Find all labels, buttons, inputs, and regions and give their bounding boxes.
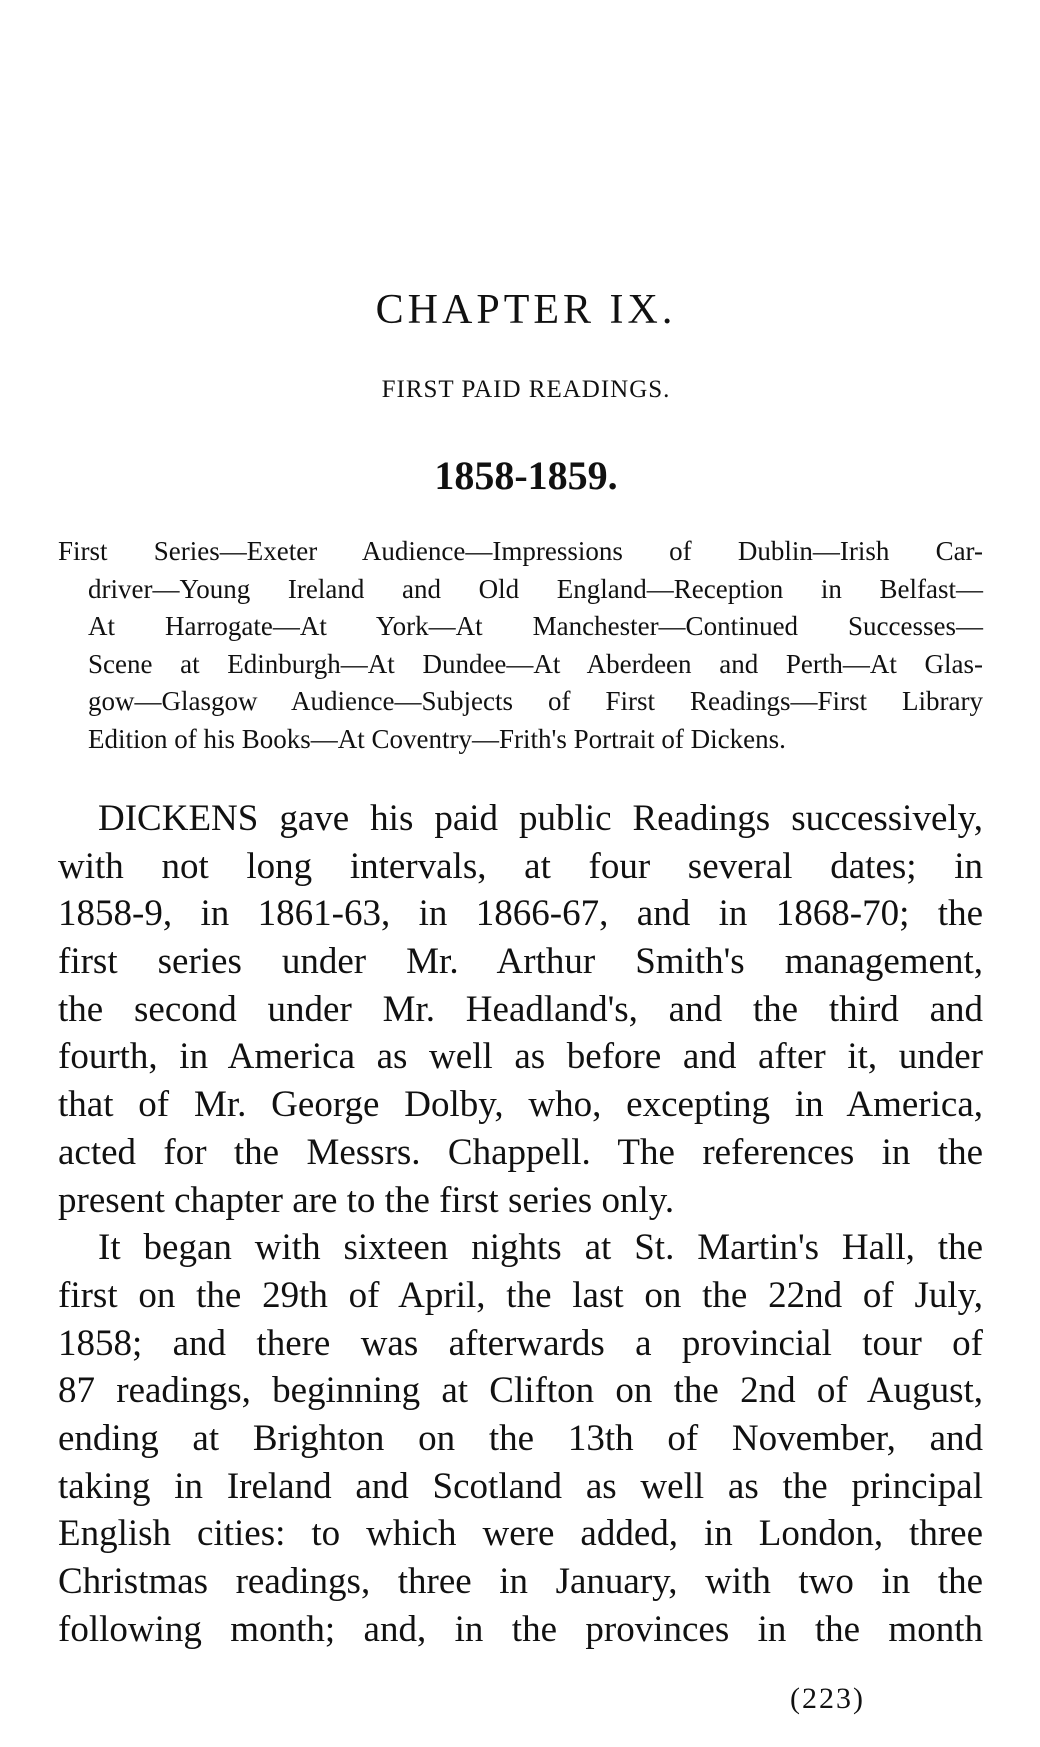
text-line: DICKENS gave his paid public Readings successively, [98, 798, 983, 839]
chapter-title: CHAPTER IX. [375, 287, 677, 333]
text-line: English cities: to which were added, in London, three [58, 1513, 983, 1555]
text-line: the second under Mr. Headland's, and the third and [58, 988, 983, 1030]
text-line: that of Mr. George Dolby, who, excepting in America, [58, 1084, 983, 1126]
text-line: fourth, in America as well as before and after it, under [58, 1036, 983, 1078]
chapter-synopsis [58, 533, 983, 758]
paragraph [58, 795, 983, 1224]
text-line: first series under Mr. Arthur Smith's management, [58, 941, 983, 983]
page-number: (223) [790, 1682, 865, 1715]
chapter-years: 1858-1859. [434, 453, 618, 498]
text-line: 87 readings, beginning at Clifton on the 2nd of August, [58, 1370, 983, 1412]
text-line: acted for the Messrs. Chappell. The references in the [58, 1131, 983, 1173]
paragraph [58, 1224, 983, 1653]
text-line: following month; and, in the provinces in the month [58, 1608, 983, 1650]
text-line: 1858; and there was afterwards a provincial tour of [58, 1322, 983, 1364]
text-line: first on the 29th of April, the last on the 22nd of July, [58, 1274, 983, 1316]
synopsis-line: At Harrogate—At York—At Manchester—Continued Successes— [88, 611, 983, 641]
text-line: with not long intervals, at four several dates; in [58, 845, 983, 887]
text-line: It began with sixteen nights at St. Martin's Hall, the [98, 1227, 983, 1269]
synopsis-line: First Series—Exeter Audience—Impressions of Dublin—Irish Car- [58, 536, 983, 566]
text-line: present chapter are to the first series only. [58, 1179, 675, 1221]
text-line: 1858-9, in 1861-63, in 1866-67, and in 1868-70; the [58, 893, 983, 935]
synopsis-line: Edition of his Books—At Coventry—Frith's Portrait of Dickens. [88, 723, 786, 754]
synopsis-line: driver—Young Ireland and Old England—Reception in Belfast— [88, 573, 983, 604]
text-line: taking in Ireland and Scotland as well as the principal [58, 1465, 983, 1507]
body-text [58, 795, 983, 1653]
chapter-subtitle: FIRST PAID READINGS. [381, 376, 671, 403]
text-line: ending at Brighton on the 13th of November, and [58, 1417, 983, 1459]
text-line: Christmas readings, three in January, with two in the [58, 1561, 983, 1602]
synopsis-line: gow—Glasgow Audience—Subjects of First Readings—First Library [88, 686, 983, 716]
synopsis-line: Scene at Edinburgh—At Dundee—At Aberdeen and Perth—At Glas- [88, 648, 983, 679]
